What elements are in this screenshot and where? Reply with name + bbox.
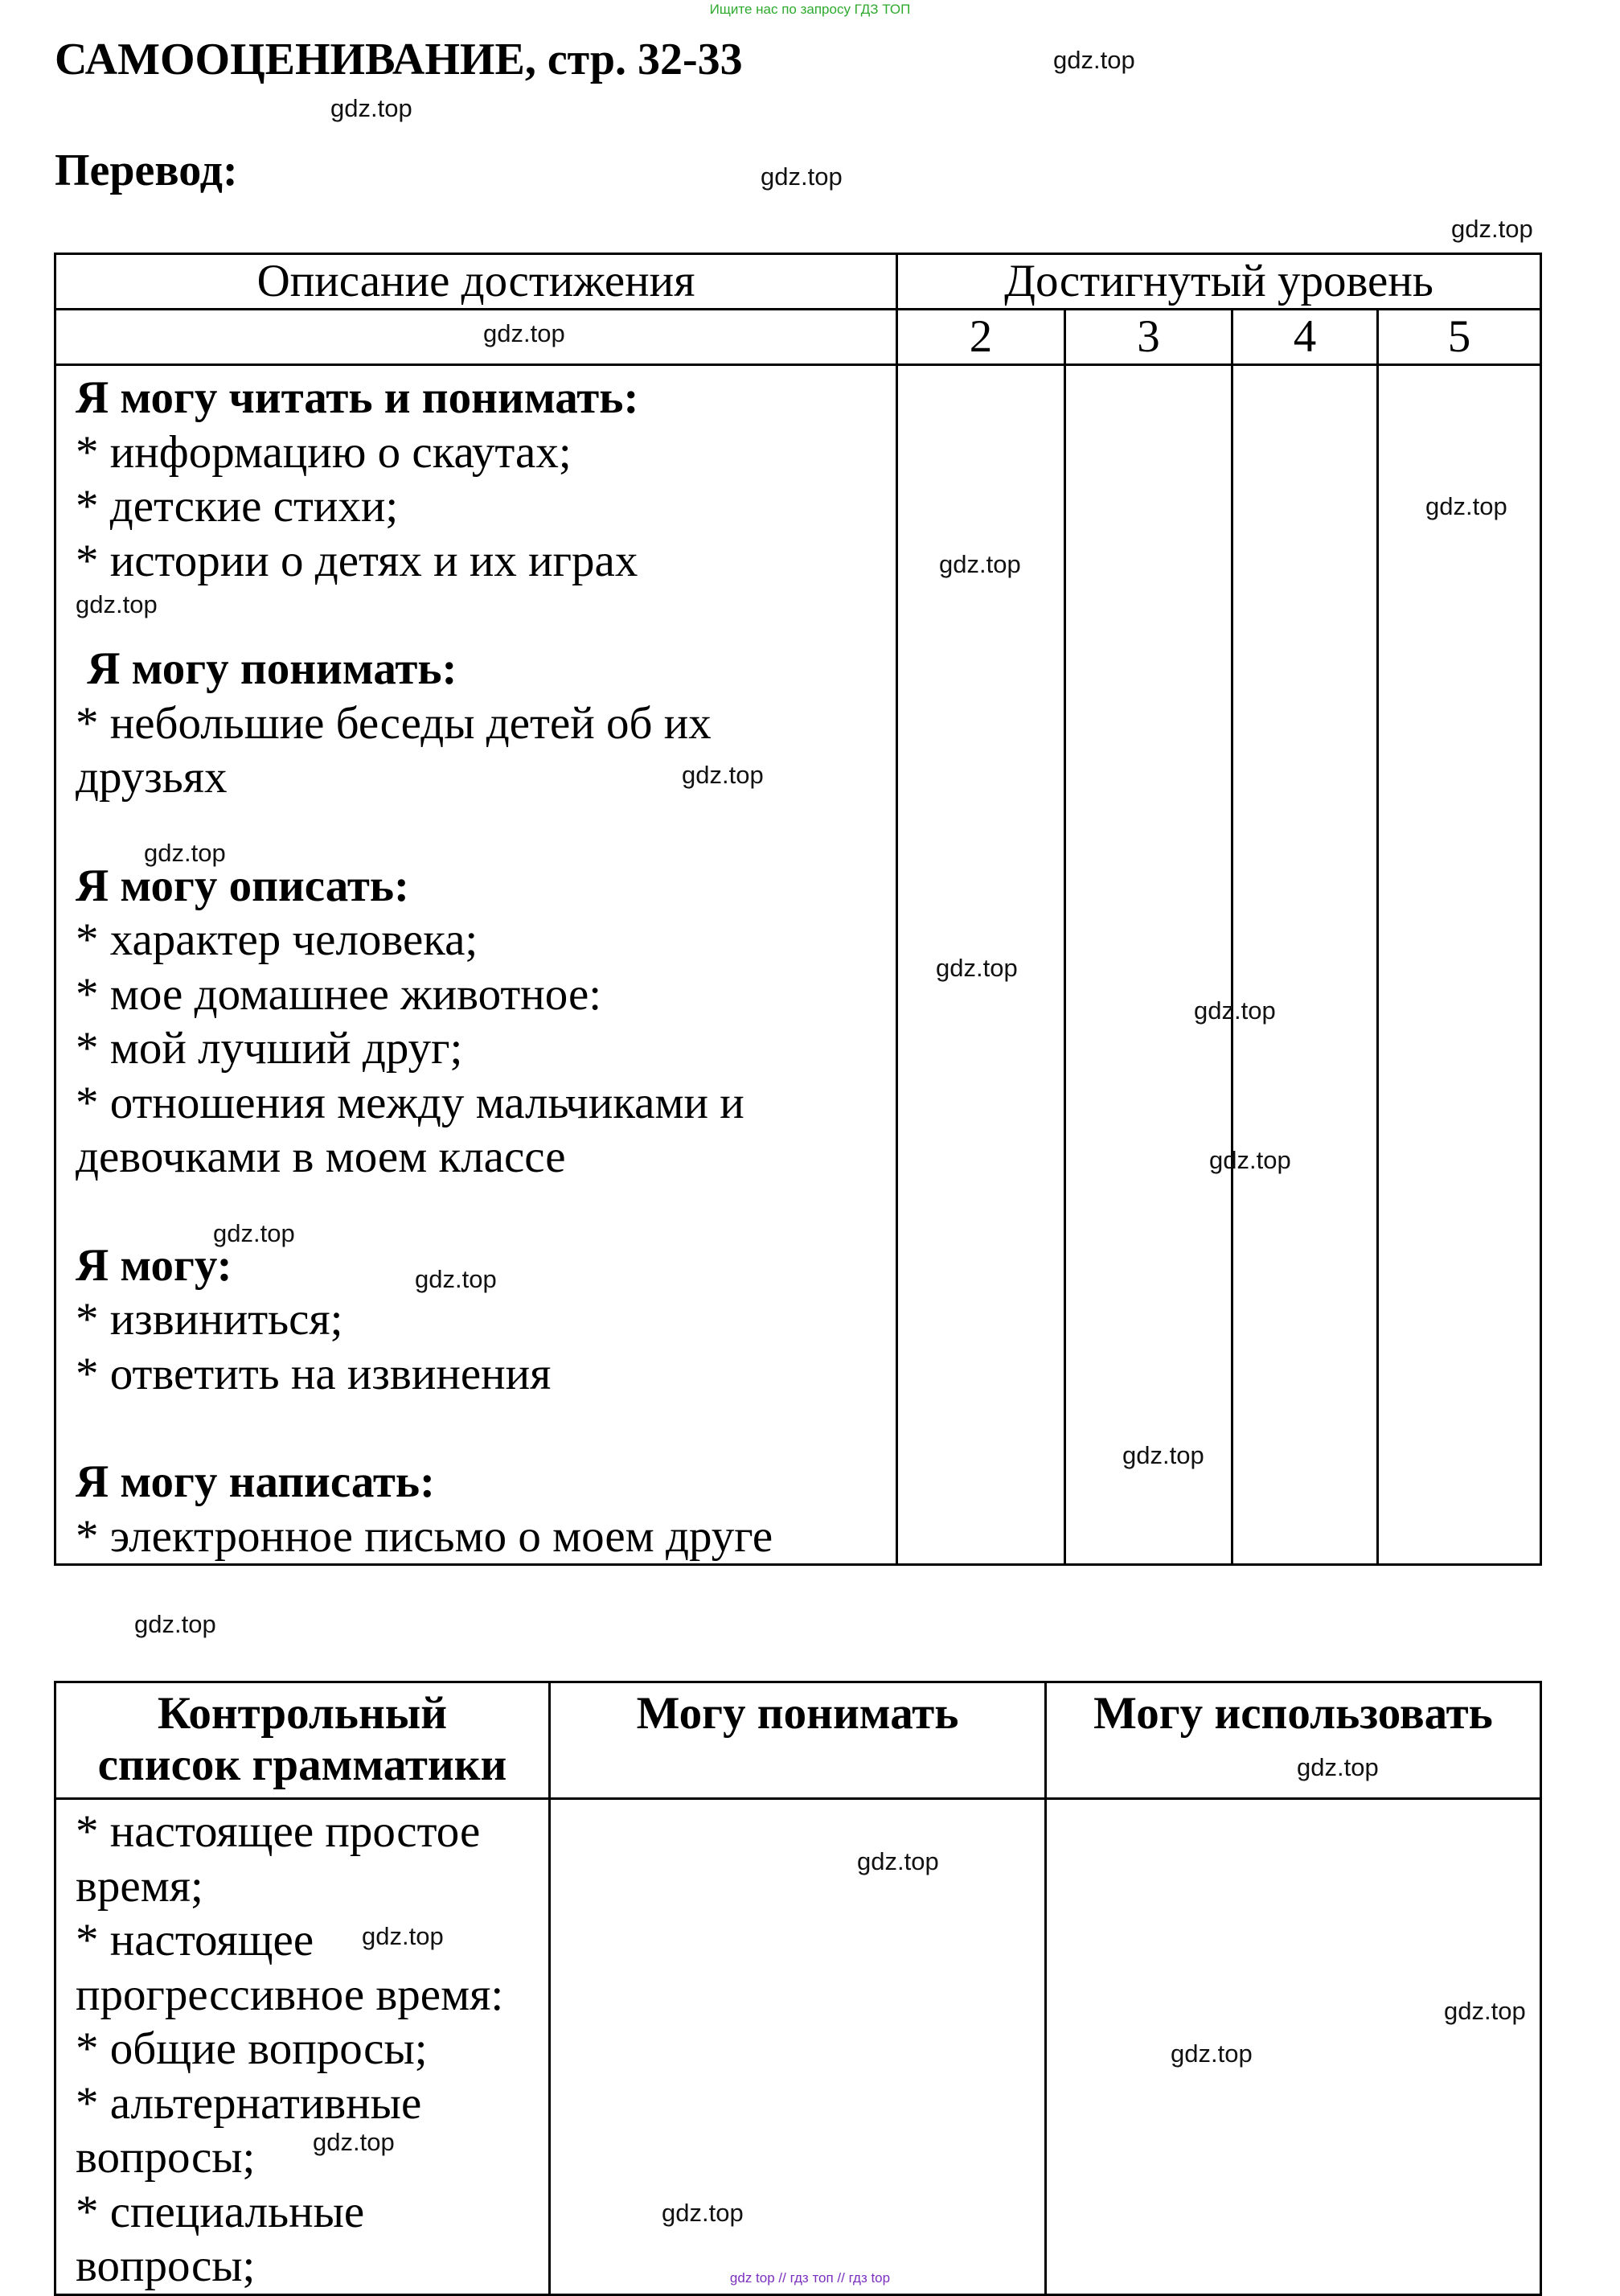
watermark: gdz.top: [939, 550, 1021, 578]
list-item: * информацию о скаутах;: [76, 426, 572, 478]
top-banner: Ищите нас по запросу ГДЗ ТОП: [709, 2, 911, 17]
list-item: вопросы;: [76, 2132, 256, 2183]
watermark: gdz.top: [936, 954, 1018, 982]
list-item: * отношения между мальчиками и: [76, 1077, 744, 1128]
watermark: gdz.top: [362, 1922, 444, 1950]
watermark: gdz.top: [1209, 1146, 1291, 1174]
grammar-list-cell: [55, 1799, 550, 2295]
grammar-list: [56, 1800, 548, 2294]
section-heading: Я могу описать:: [76, 860, 409, 911]
watermark: gdz.top: [313, 2128, 395, 2156]
translation-heading: Перевод:: [55, 146, 238, 195]
watermark: gdz.top: [857, 1847, 939, 1875]
list-item: * настоящее: [76, 1915, 314, 1965]
list-item: * детские стихи;: [76, 481, 399, 532]
achievement-list: [56, 366, 896, 1563]
list-item: * мое домашнее животное:: [76, 968, 602, 1020]
header-line: Контрольный: [157, 1688, 448, 1739]
watermark: gdz.top: [330, 94, 412, 122]
header-grammar-checklist: [55, 1682, 550, 1799]
level-2: 2: [897, 310, 1065, 365]
header-can-understand: Могу понимать: [550, 1682, 1046, 1799]
bottom-banner: gdz top // гдз топ // гдз top: [729, 2270, 891, 2286]
level-5: 5: [1378, 310, 1541, 365]
watermark: gdz.top: [1194, 996, 1276, 1025]
description-cell: [55, 365, 897, 1565]
level-5-cell[interactable]: [1378, 365, 1541, 1565]
list-item: друзьях: [76, 752, 228, 803]
watermark: gdz.top: [415, 1265, 497, 1293]
level-3: 3: [1065, 310, 1232, 365]
header-line: список грамматики: [97, 1739, 507, 1790]
watermark: gdz.top: [1122, 1441, 1204, 1469]
can-use-cell[interactable]: [1046, 1799, 1541, 2295]
watermark: gdz.top: [1053, 46, 1135, 74]
list-item: девочками в моем классе: [76, 1132, 566, 1182]
can-understand-cell[interactable]: [550, 1799, 1046, 2295]
list-item: * общие вопросы;: [76, 2023, 428, 2074]
watermark: gdz.top: [1425, 492, 1507, 520]
list-item: * электронное письмо о моем друге: [76, 1510, 773, 1562]
watermark: gdz.top: [1171, 2039, 1253, 2068]
list-item: * специальные: [76, 2186, 365, 2237]
level-3-cell[interactable]: [1065, 365, 1232, 1565]
list-item: * мой лучший друг;: [76, 1023, 463, 1074]
header-description: Описание достижения: [55, 254, 897, 310]
list-item: * альтернативные: [76, 2077, 422, 2129]
page-title: САМООЦЕНИВАНИЕ, стр. 32-33: [55, 35, 743, 84]
level-4: 4: [1232, 310, 1378, 365]
watermark: gdz.top: [761, 162, 843, 191]
list-item: * характер человека;: [76, 914, 478, 965]
section-heading: Я могу:: [76, 1239, 232, 1291]
header-empty-cell: [55, 310, 897, 365]
watermark: gdz.top: [213, 1219, 295, 1247]
section-heading: Я могу понимать:: [76, 643, 457, 694]
list-item: вопросы;: [76, 2241, 256, 2291]
list-item: прогрессивное время:: [76, 1969, 504, 2020]
watermark: gdz.top: [483, 319, 565, 347]
header-can-use: Могу использовать: [1046, 1682, 1541, 1799]
list-item: время;: [76, 1860, 203, 1912]
section-heading: Я могу написать:: [76, 1456, 436, 1507]
watermark: gdz.top: [134, 1610, 216, 1638]
watermark: gdz.top: [682, 761, 764, 789]
level-4-cell[interactable]: [1232, 365, 1378, 1565]
list-item: * истории о детях и их играх: [76, 535, 638, 586]
list-item: * ответить на извинения: [76, 1348, 552, 1399]
watermark: gdz.top: [662, 2199, 744, 2227]
watermark: gdz.top: [76, 590, 158, 618]
list-item: * извиниться;: [76, 1294, 343, 1345]
watermark: gdz.top: [144, 839, 226, 867]
watermark: gdz.top: [1297, 1753, 1379, 1781]
watermark: gdz.top: [1444, 1997, 1526, 2025]
self-assessment-table: [54, 253, 1542, 1566]
list-item: * настоящее простое: [76, 1806, 481, 1857]
list-item: * небольшие беседы детей об их: [76, 697, 712, 749]
section-heading: Я могу читать и понимать:: [76, 372, 639, 423]
header-level: Достигнутый уровень: [897, 254, 1541, 310]
watermark: gdz.top: [1451, 215, 1533, 243]
